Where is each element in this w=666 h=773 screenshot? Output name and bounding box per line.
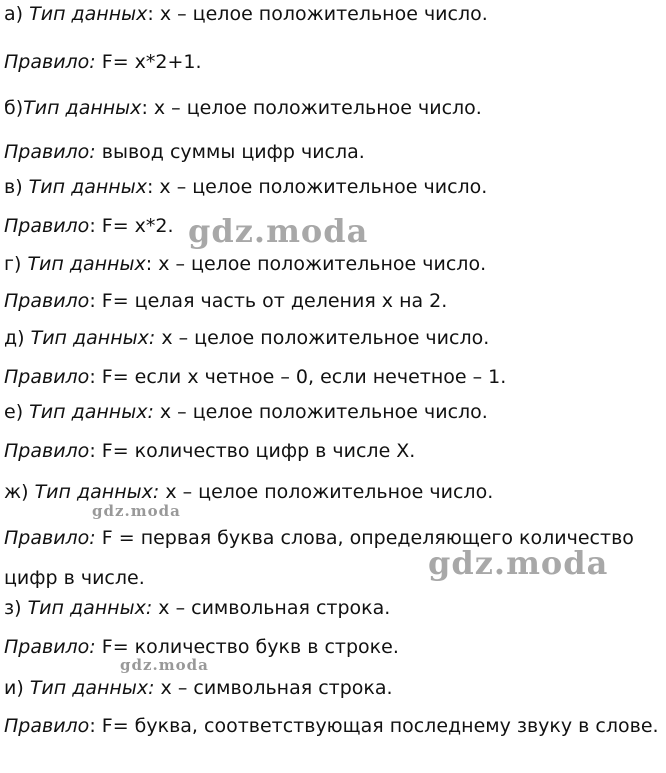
rule-label: Правило: [4, 715, 90, 737]
type-label: Тип данных: [28, 176, 147, 198]
rule-label: Правило:: [4, 51, 96, 73]
rule-label: Правило: [4, 290, 90, 312]
item-d-type: д) Тип данных: х – целое положительное число.: [4, 327, 490, 349]
watermark: gdz.moda: [188, 212, 369, 250]
rule-label: Правило: [4, 215, 90, 237]
type-value: х – символьная строка.: [158, 597, 391, 619]
item-a-rule: [4, 50, 202, 74]
type-value: х – целое положительное число.: [153, 97, 482, 119]
type-value: х – целое положительное число.: [158, 253, 487, 275]
rule-label: Правило: [4, 440, 90, 462]
rule-value: F = первая буква слова, определяющего количество цифр в числе.: [4, 527, 634, 589]
rule-label: Правило:: [4, 636, 96, 658]
item-z-type: з) Тип данных: х – символьная строка.: [4, 597, 391, 619]
type-value: х – целое положительное число.: [159, 3, 488, 25]
item-v-rule: Правило: F= x*2.: [4, 215, 174, 237]
rule-value: F= x*2.: [101, 215, 174, 237]
item-zh-type: ж) Тип данных: х – целое положительное число.: [4, 481, 494, 503]
rule-label: Правило:: [4, 527, 96, 549]
type-value: х – целое положительное число.: [159, 401, 488, 423]
rule-label: Правило:: [4, 141, 96, 163]
type-label: Тип данных:: [27, 597, 153, 619]
item-v-type: в) Тип данных: х – целое положительное число.: [4, 176, 488, 198]
rule-value: вывод суммы цифр числа.: [101, 141, 365, 163]
item-b-rule: [4, 140, 365, 164]
rule-label: Правило: [4, 366, 90, 388]
type-label: Тип данных:: [29, 401, 154, 423]
type-value: х – символьная строка.: [160, 677, 393, 699]
rule-value: F= количество букв в строке.: [101, 636, 399, 658]
rule-value: F= если х четное – 0, если нечетное – 1.: [101, 366, 507, 388]
type-label: Тип данных:: [34, 481, 160, 503]
type-label: Тип данных: [23, 97, 142, 119]
rule-value: F= количество цифр в числе Х.: [101, 440, 416, 462]
rule-value: F= целая часть от деления х на 2.: [101, 290, 448, 312]
item-b-type: б)Тип данных: х – целое положительное число.: [4, 97, 482, 119]
type-label: Тип данных: [27, 253, 146, 275]
item-g-rule: Правило: F= целая часть от деления х на 2.: [4, 290, 448, 312]
item-g-type: г) Тип данных: х – целое положительное число.: [4, 253, 487, 275]
type-label: Тип данных:: [30, 327, 156, 349]
item-d-rule: Правило: F= если х четное – 0, если нечетное – 1.: [4, 366, 507, 388]
watermark: gdz.moda: [120, 656, 209, 674]
rule-value: F= буква, соответствующая последнему звуку в слове.: [101, 715, 659, 737]
watermark: gdz.moda: [92, 502, 181, 520]
type-value: х – целое положительное число.: [159, 176, 488, 198]
item-e-rule: Правило: F= количество цифр в числе Х.: [4, 440, 416, 462]
item-i-type: и) Тип данных: х – символьная строка.: [4, 677, 393, 699]
item-e-type: е) Тип данных: х – целое положительное число.: [4, 401, 488, 423]
type-label: Тип данных:: [29, 677, 155, 699]
type-label: Тип данных: [29, 3, 148, 25]
type-value: х – целое положительное число.: [161, 327, 490, 349]
watermark: gdz.moda: [428, 544, 609, 582]
item-a-type: а) Тип данных: х – целое положительное число.: [4, 3, 488, 25]
type-value: х – целое положительное число.: [165, 481, 494, 503]
rule-value: F= x*2+1.: [101, 51, 202, 73]
item-i-rule: Правило: F= буква, соответствующая последнему звуку в слове.: [4, 715, 659, 737]
